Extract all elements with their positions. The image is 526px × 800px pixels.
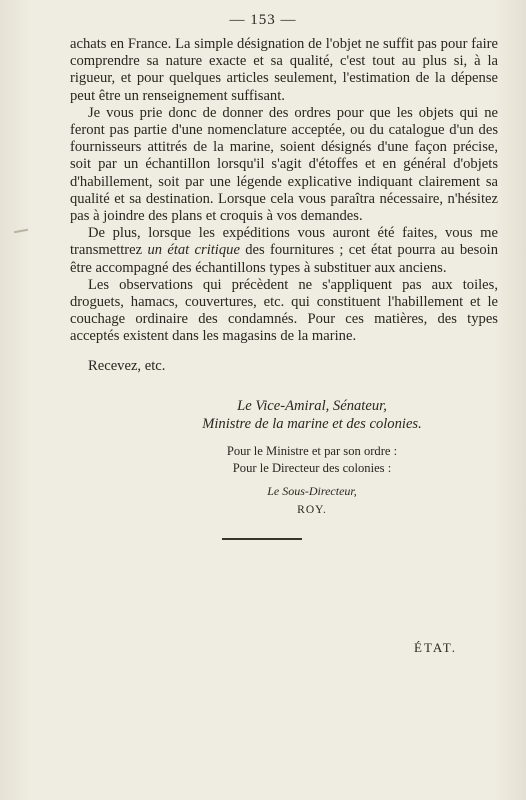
paragraph-4: Les observations qui précèdent ne s'appliquent pas aux toiles, droguets, hamacs, couvertures, etc. qui constituent l'habillement et le couchage ordinaire des condamnés. Pour ces matières, des types acceptés existent dans les magasins de la marine. bbox=[70, 276, 498, 345]
signature-ministry: Ministre de la marine et des colonies. bbox=[202, 415, 422, 432]
paragraph-2: Je vous prie donc de donner des ordres pour que les objets qui ne feront pas partie d'une nomenclature acceptée, ou du catalogue d'un des fournisseurs attitrés de la marine, soient désignés d'une façon précise, soit par un échantillon lorsqu'il s'agit d'étoffes et en général d'objets d'habillement, soit par une légende explicative indiquant clairement sa qualité et sa destination. Lorsque cela vous paraîtra nécessaire, n'hésitez pas à joindre des plans et croquis à vos demandes. bbox=[70, 104, 498, 225]
paragraph-3-text-b: des fournitures ; cet état pourra au besoin être accompagné des échantillons types à substituer aux anciens. bbox=[70, 242, 498, 276]
signature-title-block bbox=[98, 398, 526, 433]
margin-mark bbox=[14, 229, 28, 233]
signatory-name: ROY. bbox=[297, 504, 327, 516]
paragraph-1: achats en France. La simple désignation de l'objet ne suffit pas pour faire comprendre sa nature exacte et sa qualité, c'est tout au plus si, à la rigueur, et pour quelques articles seulement, l'estimation de la dépense peut être un renseignement suffisant. bbox=[70, 36, 498, 104]
signature-title: Le Vice-Amiral, Sénateur, bbox=[237, 398, 387, 414]
delegation-block bbox=[98, 443, 526, 476]
sub-director-block bbox=[98, 482, 526, 520]
for-minister-line: Pour le Ministre et par son ordre : bbox=[226, 444, 398, 458]
next-section-heading: ÉTAT. bbox=[414, 640, 458, 655]
paragraph-3-text-a: De plus, lorsque les expéditions vous auront été faites, vous me transmettrez bbox=[70, 225, 498, 259]
page-number: — 153 — bbox=[229, 12, 297, 28]
section-divider bbox=[222, 538, 302, 540]
for-director-line: Pour le Directeur des colonies : bbox=[232, 460, 392, 475]
body-text bbox=[70, 36, 498, 375]
paragraph-3-italic: un état critique bbox=[147, 242, 240, 259]
sub-director-title: Le Sous-Directeur, bbox=[267, 484, 357, 498]
closing-formula: Recevez, etc. bbox=[88, 357, 166, 374]
paragraph-3 bbox=[70, 225, 498, 277]
